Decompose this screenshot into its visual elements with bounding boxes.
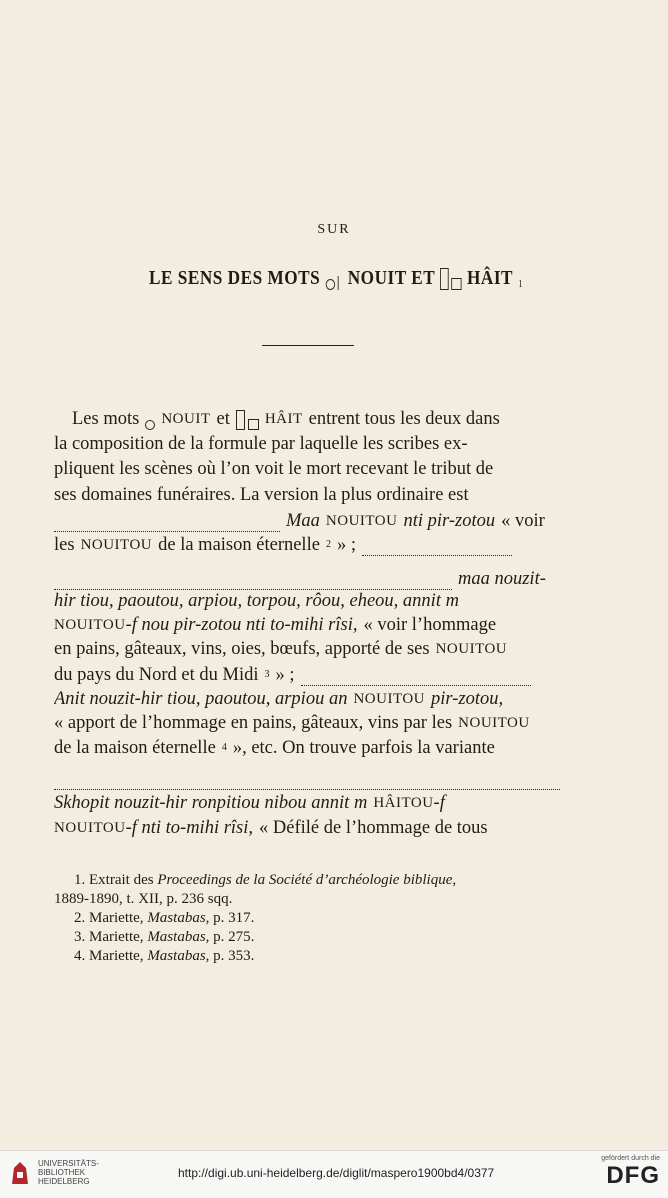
body-line-hieroglyphs: [54, 768, 560, 790]
title-part2: NOUIT ET: [347, 267, 436, 289]
title-part1: LE SENS DES MOTS: [148, 267, 321, 289]
body-line-13: « apport de l’hommage en pains, gâteaux, vins par les NOUITOU: [54, 713, 530, 733]
title-part3: HÂIT: [467, 267, 514, 289]
body-line-16: NOUITOU -f nti to-mihi rîsi, « Défilé de l’hommage de tous: [54, 818, 488, 838]
hieroglyph-nouit-icon: [145, 420, 155, 430]
hieroglyph-group-icon: [54, 513, 280, 532]
footnote-2: 2. Mariette, Mastabas, p. 317.: [74, 910, 255, 926]
body-line-3: pliquent les scènes où l’on voit le mort recevant le tribut de: [54, 459, 494, 479]
university-logo[interactable]: UNIVERSITÄTS- BIBLIOTHEK HEIDELBERG: [8, 1159, 99, 1186]
body-line-2: la composition de la formule par laquelle les scribes ex-: [54, 434, 468, 454]
footnote-1-cont: 1889-1890, t. XII, p. 236 sqq.: [54, 891, 233, 907]
header-sur: SUR: [317, 222, 351, 237]
body-line-12: Anit nouzit-hir tiou, paoutou, arpiou an NOUITOU pir-zotou,: [54, 689, 504, 709]
body-line-9: NOUITOU -f nou pir-zotou nti to-mihi rîsi, « voir l’hommage: [54, 615, 497, 635]
hieroglyph-nouit-icon: [325, 276, 342, 290]
body-line-4: ses domaines funéraires. La version la plus ordinaire est: [54, 485, 469, 505]
body-line-10: en pains, gâteaux, vins, oies, bœufs, apporté de ses NOUITOU: [54, 639, 508, 659]
hieroglyph-group-icon: [54, 568, 452, 590]
dfg-logo[interactable]: gefördert durch die DFG: [601, 1155, 660, 1189]
heidelberg-lion-icon: [8, 1160, 32, 1186]
body-line-1: Les mots NOUIT et HÂIT entrent tous les deux dans: [72, 409, 500, 429]
viewer-footer: [0, 1150, 668, 1198]
body-line-14: de la maison éternelle 4 », etc. On trouve parfois la variante: [54, 738, 495, 758]
title-footnote-marker: 1: [518, 279, 524, 290]
hieroglyph-group-icon: [362, 537, 512, 556]
body-line-6: les NOUITOU de la maison éternelle 2 » ;: [54, 534, 560, 556]
hieroglyph-hait-icon: [236, 410, 259, 430]
footnote-3: 3. Mariette, Mastabas, p. 275.: [74, 929, 255, 945]
hieroglyph-group-icon: [54, 768, 560, 790]
permalink-url[interactable]: http://digi.ub.uni-heidelberg.de/diglit/maspero1900bd4/0377: [178, 1166, 495, 1180]
footnote-4: 4. Mariette, Mastabas, p. 353.: [74, 948, 255, 964]
body-line-8: hir tiou, paoutou, arpiou, torpou, rôou, eheou, annit m: [54, 591, 459, 611]
hieroglyph-hait-icon: [440, 268, 462, 290]
body-line-7: maa nouzit-: [54, 568, 560, 590]
page-title: [104, 260, 568, 290]
footnote-1: 1. Extrait des Proceedings de la Société d’archéologie biblique,: [74, 872, 457, 888]
body-line-11: du pays du Nord et du Midi 3 » ;: [54, 664, 560, 686]
title-rule: [262, 345, 354, 346]
body-line-15: Skhopit nouzit-hir ronpitiou nibou annit m HÂITOU -f: [54, 793, 445, 813]
body-line-5: Maa NOUITOU nti pir-zotou « voir: [54, 510, 560, 532]
hieroglyph-group-icon: [301, 665, 531, 686]
